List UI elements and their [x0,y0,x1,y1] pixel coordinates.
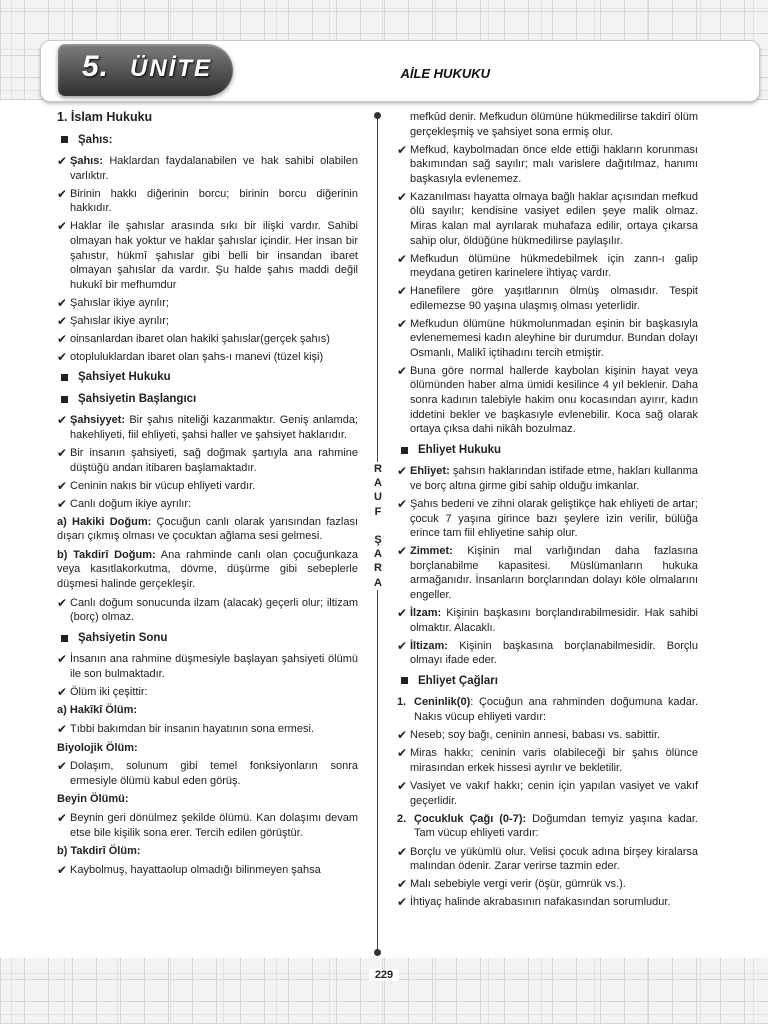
checkmark-icon: ✔ [57,349,68,364]
list-item: ✔ Canlı doğum ikiye ayrılır: [57,496,192,511]
numbered-item: 1. Ceninlik(0): Çocuğun ana rahminden doğumuna kadar. Nakıs vücup ehliyeti vardır: [397,696,698,723]
list-item: ✔ Kazanılması hayatta olmaya bağlı haklar açısından mefkud ölü sayılır; kendisine vasiyet edilen şeye malik olmaz. Miras kalan mal ayrılarak muhafaza edilir, ortaya çıkarsa sahip olur, öldüğüne hükmedilirse paylaşılır. [397,189,698,247]
checkmark-icon: ✔ [397,544,408,559]
lettered-item: b) Takdirî Doğum: Ana rahminde canlı olan çocuğunkaza veya kasıtlakorkutma, dövme, düşürme gibi sebeplerle düşmesi halinde gerçekleşir. [57,548,358,590]
checkmark-icon: ✔ [397,464,408,479]
checkmark-icon: ✔ [397,605,408,620]
checkmark-icon: ✔ [397,877,408,892]
list-item: ✔ Mefkudun ölümüne hükmolunmadan eşinin bir başkasıyla evlenememesi kadın aleyhine bir durumdur. Bundan dolayı Osmanlı, Malikî içtihadını tercih etmiştir. [397,316,698,359]
checkmark-icon: ✔ [397,779,408,794]
checkmark-icon: ✔ [57,478,68,493]
square-bullet-icon [61,374,68,381]
author-letter: Ş [374,534,382,547]
page-number: 229 [0,969,768,981]
checkmark-icon: ✔ [57,154,68,169]
checkmark-icon: ✔ [397,363,408,378]
lettered-item: a) Hakiki Doğum: Çocuğun canlı olarak yarısından fazlası dışarı çıkmış olması ve çocuktan ağlama sesi gelmesi. [57,515,358,543]
list-item: ✔ Vasiyet ve vakıf hakkı; cenin için yapılan vasiyet ve vakıf geçerlidir. [397,779,698,807]
checkmark-icon: ✔ [397,189,408,204]
checkmark-icon: ✔ [57,684,68,699]
author-letter: U [374,491,382,504]
checkmark-icon: ✔ [397,284,408,299]
list-item: ✔ Canlı doğum sonucunda ilzam (alacak) geçerli olur; iltizam (borç) olmaz. [57,595,358,624]
list-item: ✔ Buna göre normal hallerde kaybolan kişinin hayat veya ölümünden haber alma ümidi kesilince 4 yıl beklenir. Daha sonra kadının talebiyle hakim onu kocasından ayırır, kadın iddetini bekler ve başkasıyle evlenebilir. Koca sağ olarak ortaya çıksa dahi nikâh bozulmaz. [397,363,698,436]
list-item: ✔ Beynin geri dönülmez şekilde ölümü. Kan dolaşımı devam etse bile kişilik sona erer. Tercih edilen görüştür. [57,811,358,839]
list-item: ✔ Şahıslar ikiye ayrılır; [57,295,170,310]
list-item: ✔ otopluluklardan ibaret olan şahs-ı manevi (tüzel kişi) [57,349,324,364]
list-item: ✔ Tıbbi bakımdan bir insanın hayatının sona ermesi. [57,722,314,737]
checkmark-icon: ✔ [57,446,68,461]
list-item: ✔ İlzam: Kişinin başkasını borçlandırabilmesidir. Hak sahibi olmaktır. Alacaklı. [397,605,698,634]
checkmark-icon: ✔ [397,142,408,157]
checkmark-icon: ✔ [397,638,408,653]
subsection-heading: Ehliyet Hukuku [397,443,698,458]
checkmark-icon: ✔ [57,811,68,826]
sub-heading: Biyolojik Ölüm: [57,741,138,754]
checkmark-icon: ✔ [57,722,68,737]
list-item: ✔ Borçlu ve yükümlü olur. Velisi çocuk adına birşey kiralarsa malından ödenir. Zarar verirse tazmin eder. [397,844,698,873]
author-letter: A [374,548,382,561]
list-item: mefkûd denir. Mefkudun ölümüne hükmedilirse takdirî ölüm gerçekleşmiş ve şahsiyet sona ermiş olur. [410,111,698,138]
left-column [57,110,358,881]
checkmark-icon: ✔ [57,862,68,877]
list-item: ✔ Mefkudun ölümüne hükmedebilmek için zann-ı galip meydana getiren karinelere ihtiyaç vardır. [397,251,698,280]
checkmark-icon: ✔ [57,313,68,328]
checkmark-icon: ✔ [57,413,68,428]
checkmark-icon: ✔ [57,219,68,234]
chapter-title: AİLE HUKUKU [400,66,490,81]
subsection-heading: Şahsiyet Hukuku [57,370,358,385]
list-item: ✔ Birinin hakkı diğerinin borcu; birinin borcu diğerinin hakkıdır. [57,186,358,215]
square-bullet-icon [61,635,68,642]
list-item: ✔ Ölüm iki çeşittir: [57,684,148,699]
author-letter: R [374,463,382,475]
list-item: ✔ Neseb; soy bağı, ceninin annesi, babası vs. sabittir. [397,728,661,743]
list-item: ✔ Haklar ile şahıslar arasında sıkı bir ilişki vardır. Sahibi olmayan hak yoktur ve haklar şahıslar içindir. Her insan bir şahıstır, hükmî şahıslar gibi belli bir insandan ibaret olmayan şahıslar da vardır. Şu halde şahıs maddi değil hukukî bir mefhumdur [57,219,358,291]
square-bullet-icon [401,677,408,684]
checkmark-icon: ✔ [57,595,68,610]
checkmark-icon: ✔ [57,652,68,667]
list-item: ✔ İltizam: Kişinin başkasına borçlanabilmesidir. Borçlu olmayı ifade eder. [397,638,698,667]
sub-heading: Beyin Ölümü: [57,793,129,806]
list-item: ✔ Dolaşım, solunum gibi temel fonksiyonların sonra ermesiyle ölümü kabul eden görüş. [57,759,358,787]
unit-label: ÜNİTE [130,55,212,82]
author-letter: A [374,576,382,589]
list-item: ✔ Şahsiyyet: Bir şahıs niteliği kazanmaktır. Geniş anlamda; hakehliyeti, fiil ehliyeti, şahsi haller ve şahsiyet haklarıdır. [57,413,358,442]
list-item: ✔ İhtiyaç halinde akrabasının nafakasından sorumludur. [397,895,671,910]
numbered-item: 2. Çocukluk Çağı (0-7): Doğumdan temyiz yaşına kadar. Tam vücup ehliyeti vardır: [397,812,698,840]
checkmark-icon: ✔ [397,496,408,511]
author-letter: F [374,505,382,518]
subsection-heading: Şahsiyetin Sonu [57,631,358,646]
divider-dot [374,949,381,956]
checkmark-icon: ✔ [397,844,408,859]
checkmark-icon: ✔ [397,316,408,331]
list-item: ✔ Malı sebebiyle vergi verir (öşür, gümrük vs.). [397,877,626,892]
checkmark-icon: ✔ [57,295,68,310]
sub-heading: b) Takdirî Ölüm: [57,845,141,858]
checkmark-icon: ✔ [57,496,68,511]
list-item: ✔ Şahıs: Haklardan faydalanabilen ve hak sahibi olabilen varlıktır. [57,154,358,182]
list-item: ✔ Miras hakkı; ceninin varis olabileceği bir şahıs ölünce mirasından erkek hissesi ayrılır ve bekletilir. [397,746,698,775]
checkmark-icon: ✔ [57,186,68,201]
subsection-heading: Şahsiyetin Başlangıcı [57,392,358,407]
section-title: 1. İslam Hukuku [57,110,153,124]
author-letter: R [374,562,382,575]
list-item: ✔ Şahıs bedeni ve zihni olarak geliştikçe hak ehliyeti de artar; çocuk 7 yaşına girince bazı şeylere izin verilir, bülüğa erince tam fiil ehliyetine sahip olur. [397,496,698,540]
author-letter-gap [370,519,386,533]
list-item: ✔ Hanefilere göre yaşıtlarının ölmüş olmasıdır. Tespit edilemezse 90 yaşına ulaşmış olması yeterlidir. [397,284,698,312]
checkmark-icon: ✔ [57,331,68,346]
square-bullet-icon [61,396,68,403]
list-item: ✔ oinsanlardan ibaret olan hakiki şahıslar(gerçek şahıs) [57,331,330,346]
subsection-heading: Ehliyet Çağları [397,674,698,689]
checkmark-icon: ✔ [397,251,408,266]
checkmark-icon: ✔ [57,759,68,774]
checkmark-icon: ✔ [397,728,408,743]
checkmark-icon: ✔ [397,895,408,910]
subsection-heading: Şahıs: [57,133,358,148]
list-item: ✔ Ceninin nakıs bir vücup ehliyeti vardır. [57,478,256,493]
author-letter: A [374,477,382,490]
list-item: ✔ Bir insanın şahsiyeti, sağ doğmak şartıyla ana rahmine düştüğü andan itibaren başlamaktadır. [57,446,358,474]
square-bullet-icon [61,136,68,143]
list-item: ✔ Ehliyet: şahsın haklarından istifade etme, hakları kullanma ve borç altına girme gibi sahip olduğu imkanlar. [397,464,698,492]
unit-number: 5. [82,50,110,83]
square-bullet-icon [401,447,408,454]
list-item: ✔ İnsanın ana rahmine düşmesiyle başlayan şahsiyeti ölümü ile son bulmaktadır. [57,652,358,680]
footer-background-pattern [0,958,768,1024]
list-item: ✔ Kaybolmuş, hayattaolup olmadığı bilinmeyen şahsa [57,862,321,877]
checkmark-icon: ✔ [397,746,408,761]
right-column [397,110,698,913]
list-item: ✔ Şahıslar ikiye ayrılır; [57,313,170,328]
list-item: ✔ Mefkud, kaybolmadan önce elde ettiği hakların korunması bakımından sağ sayılır; malı varislere dağıtılmaz, hanımı başkasıyla evlenemez. [397,142,698,185]
sub-heading: a) Hakîkî Ölüm: [57,704,138,717]
divider-dot [374,112,381,119]
author-vertical-text [370,462,386,590]
list-item: ✔ Zimmet: Kişinin mal varlığından daha fazlasına borçlanabilme kapasitesi. Müslümanların hukuka armağanıdır. İnsanların borçlarından dolayı köle olmalarını engeller. [397,544,698,601]
